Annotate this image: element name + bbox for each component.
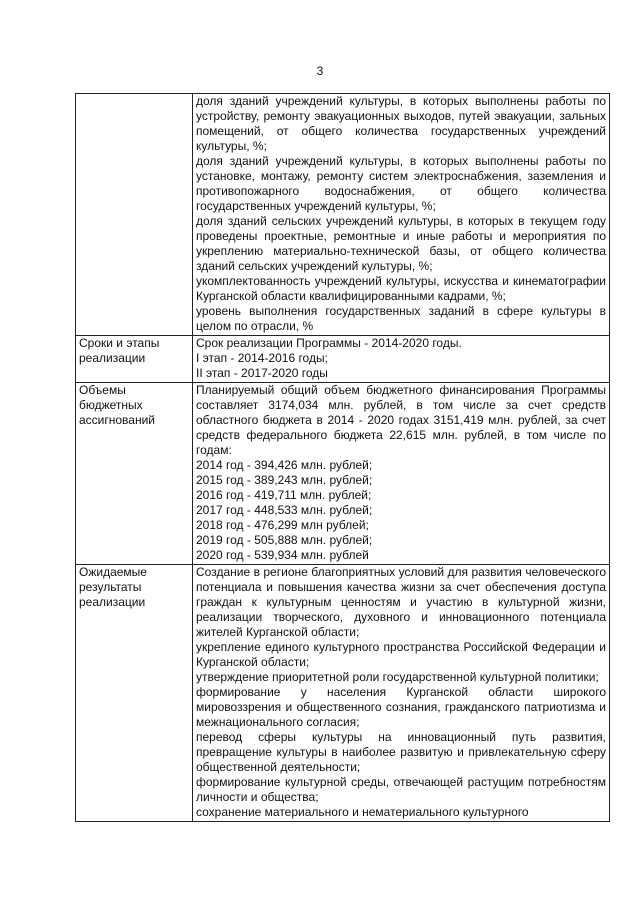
content-paragraph: доля зданий учреждений культуры, в которых выполнены работы по устройству, ремонту эвакуационных выходов, путей эвакуации, зальных помещений, от общего количества государственных учреждений культуры, %;: [196, 94, 606, 153]
passport-table: [75, 93, 610, 822]
content-paragraph: 2019 год - 505,888 млн. рублей;: [196, 533, 373, 547]
content-paragraph: Планируемый общий объем бюджетного финансирования Программы составляет 3174,034 млн. рублей, в том числе за счет средств областного бюджета в 2014 - 2020 годах 3151,419 млн. рублей, за счет средств федерального бюджета 22,615 млн. рублей, в том числе по годам:: [196, 383, 606, 457]
page-number: 3: [316, 64, 324, 78]
content-paragraph: укрепление единого культурного пространства Российской Федерации и Курганской области;: [196, 640, 606, 669]
content-paragraph: 2018 год - 476,299 млн рублей;: [196, 518, 369, 532]
content-paragraph: уровень выполнения государственных заданий в сфере культуры в целом по отрасли, %: [196, 304, 606, 333]
row-label: Ожидаемые результаты реализации: [76, 565, 193, 822]
content-paragraph: Создание в регионе благоприятных условий для развития человеческого потенциала и повышения качества жизни за счет обеспечения доступа граждан к культурным ценностям и участию в культурной жизни, реализации творческого, духовного и инновационного потенциала жителей Курганской области;: [196, 565, 606, 639]
table-row: [76, 383, 610, 565]
table-row: [76, 565, 610, 822]
content-paragraph: доля зданий сельских учреждений культуры, в которых в текущем году проведены проектные, ремонтные и иные работы и мероприятия по укреплению материально-технической базы, от общего количества зданий сельских учреждений культуры, %;: [196, 214, 606, 273]
content-paragraph: 2020 год - 539,934 млн. рублей: [196, 548, 369, 562]
content-paragraph: I этап - 2014-2016 годы;: [196, 351, 328, 365]
row-content: [193, 565, 610, 822]
content-paragraph: формирование культурной среды, отвечающей растущим потребностям личности и общества;: [196, 775, 606, 804]
content-paragraph: укомплектованность учреждений культуры, искусства и кинематографии Курганской области квалифицированными кадрами, %;: [196, 274, 606, 303]
content-paragraph: доля зданий учреждений культуры, в которых выполнены работы по установке, монтажу, ремонту систем электроснабжения, заземления и противопожарного водоснабжения, от общего количества государственных учреждений культуры, %;: [196, 154, 606, 213]
content-paragraph: утверждение приоритетной роли государственной культурной политики;: [196, 670, 599, 684]
row-label: Сроки и этапы реализации: [76, 336, 193, 383]
table-row: [76, 336, 610, 383]
table-row: [76, 94, 610, 336]
row-content: [193, 336, 610, 383]
content-paragraph: II этап - 2017-2020 годы: [196, 366, 328, 380]
content-paragraph: 2016 год - 419,711 млн. рублей;: [196, 488, 372, 502]
content-paragraph: формирование у населения Курганской области широкого мировоззрения и общественного сознания, гражданского патриотизма и межнационального согласия;: [196, 685, 606, 729]
content-paragraph: Срок реализации Программы - 2014-2020 годы.: [196, 336, 462, 350]
row-content: [193, 383, 610, 565]
row-label: Объемы бюджетных ассигнований: [76, 383, 193, 565]
content-paragraph: перевод сферы культуры на инновационный путь развития, превращение культуры в наиболее развитую и привлекательную сферу общественной деятельности;: [196, 730, 606, 774]
content-paragraph: сохранение материального и нематериального культурного: [196, 805, 529, 819]
content-paragraph: 2015 год - 389,243 млн. рублей;: [196, 473, 373, 487]
row-label: [76, 94, 193, 336]
content-paragraph: 2017 год - 448,533 млн. рублей;: [196, 503, 373, 517]
content-paragraph: 2014 год - 394,426 млн. рублей;: [196, 458, 373, 472]
row-content: [193, 94, 610, 336]
